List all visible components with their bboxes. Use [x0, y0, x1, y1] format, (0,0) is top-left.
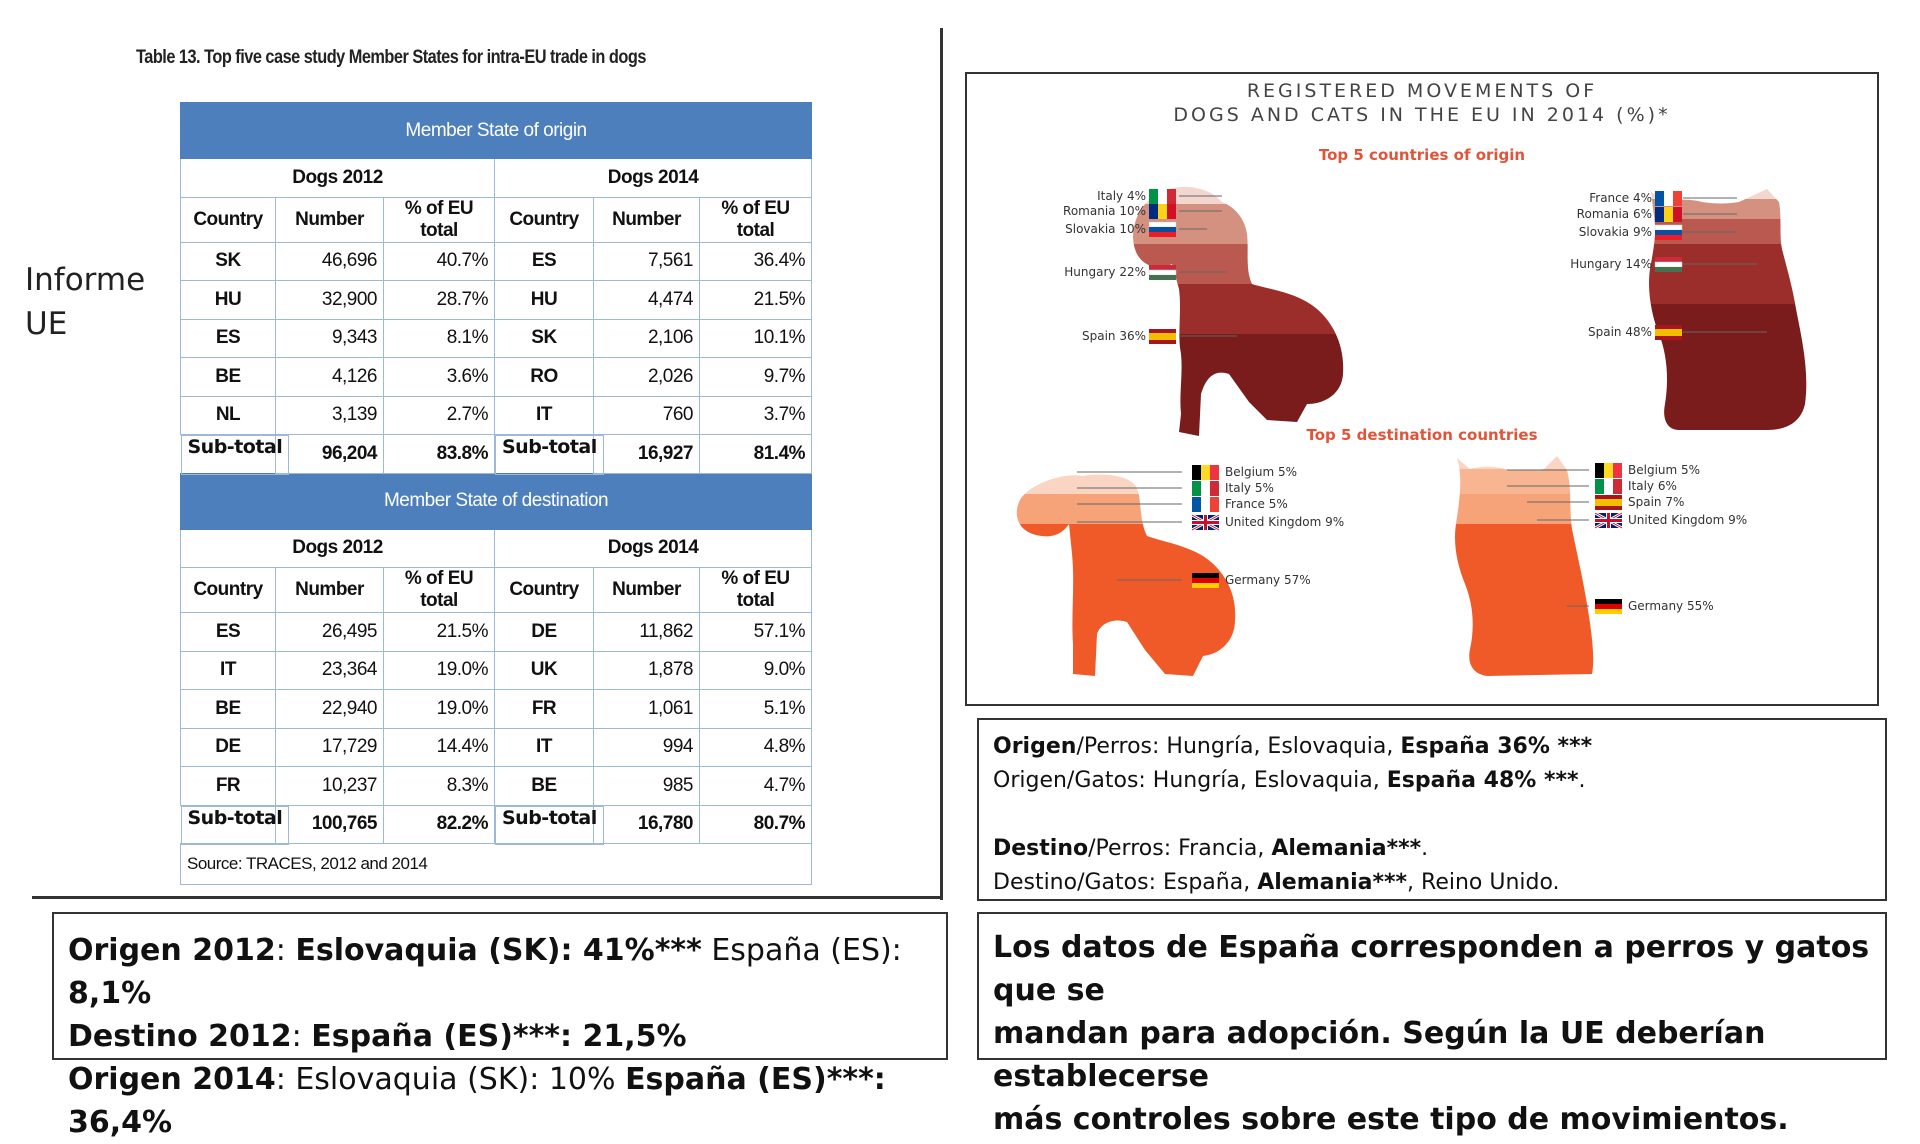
informe-ue-label — [25, 258, 145, 346]
number-cell: 11,862 — [594, 613, 700, 652]
flag-slovakia — [1655, 225, 1682, 240]
informe-line2: UE — [25, 306, 68, 342]
year-2012-header: Dogs 2012 — [181, 529, 495, 568]
flag-france — [1192, 497, 1219, 512]
cat-destination-silhouette — [1447, 449, 1607, 684]
country-cell: BE — [495, 767, 594, 806]
year-2014-header: Dogs 2014 — [495, 159, 812, 198]
origin-row — [181, 396, 812, 435]
informe-line1: Informe — [25, 262, 146, 298]
number-cell: 26,495 — [276, 613, 384, 652]
dog-origin-label: Romania 10% — [1063, 204, 1146, 218]
trade-table — [180, 102, 811, 872]
subtotal-cell: 16,927 — [594, 435, 700, 474]
subtotal-cell: Sub-total — [181, 806, 290, 846]
summary-text: Origen — [993, 734, 1077, 759]
subtotal-cell: 82.2% — [384, 805, 495, 844]
bl-text: Eslovaquia (SK): 41%*** — [295, 933, 702, 968]
bottom-left-box — [52, 912, 948, 1140]
bottom-right-box — [977, 912, 1887, 1137]
number-cell: 22,940 — [276, 690, 384, 729]
pct-cell: 10.1% — [700, 319, 812, 358]
summary-text: Alemania*** — [1271, 836, 1422, 861]
pct-cell: 8.3% — [384, 767, 495, 806]
dog-origin-label: Spain 36% — [1081, 329, 1146, 343]
bl-text: : — [291, 1019, 312, 1054]
cat-destination-label: Spain 7% — [1628, 495, 1685, 509]
number-cell: 994 — [594, 728, 700, 767]
pct-cell: 19.0% — [384, 690, 495, 729]
pct-cell: 9.7% — [700, 358, 812, 397]
dog-origin-label: Italy 4% — [1097, 189, 1146, 203]
summary-text: Destino/Gatos: España, — [993, 870, 1258, 895]
country-cell: DE — [495, 613, 594, 652]
country-cell: FR — [181, 767, 276, 806]
flag-belgium — [1595, 463, 1622, 478]
summary-text: /Perros: Hungría, Eslovaquia, — [1076, 734, 1401, 759]
summary-line-2 — [993, 764, 1871, 798]
cat-origin-label: Hungary 14% — [1570, 257, 1652, 271]
year-2014-header: Dogs 2014 — [495, 529, 812, 568]
origin-subtitle: Top 5 countries of origin — [1318, 146, 1526, 164]
destination-row — [181, 767, 812, 806]
number-cell: 17,729 — [276, 728, 384, 767]
country-cell: HU — [495, 281, 594, 320]
summary-line-1 — [993, 730, 1871, 764]
origin-subtotal-row — [181, 435, 812, 474]
year-2012-header: Dogs 2012 — [181, 159, 495, 198]
bl-text: Origen 2014 — [68, 1062, 276, 1097]
flag-slovakia — [1149, 222, 1176, 237]
flag-romania — [1655, 207, 1682, 222]
col-number: Number — [594, 197, 700, 242]
flag-germany — [1192, 573, 1219, 588]
number-cell: 4,126 — [276, 358, 384, 397]
summary-line-3 — [993, 832, 1871, 866]
dog-destination-label: United Kingdom 9% — [1225, 515, 1345, 529]
pct-cell: 36.4% — [700, 242, 812, 281]
flag-italy — [1192, 481, 1219, 496]
flag-spain — [1595, 495, 1622, 510]
bl-text: : Eslovaquia (SK): 10% — [275, 1062, 626, 1097]
destination-subtitle: Top 5 destination countries — [1306, 426, 1538, 444]
dog-destination-label: Germany 57% — [1225, 573, 1311, 587]
cat-destination-label: Italy 6% — [1628, 479, 1677, 493]
subtotal-cell: 83.8% — [384, 435, 495, 474]
br-line-2: mandan para adopción. Según la UE deberían establecerse — [993, 1016, 1766, 1094]
destination-row — [181, 690, 812, 729]
flag-hungary — [1655, 257, 1682, 272]
col-number: Number — [276, 197, 384, 242]
pct-cell: 40.7% — [384, 242, 495, 281]
pct-cell: 8.1% — [384, 319, 495, 358]
dog-destination-label: Italy 5% — [1225, 481, 1274, 495]
country-cell: IT — [181, 651, 276, 690]
bl-line-2 — [68, 1015, 932, 1058]
flag-spain — [1655, 325, 1682, 340]
dog-origin-label: Slovakia 10% — [1065, 222, 1146, 236]
cat-origin-label: Romania 6% — [1576, 207, 1652, 221]
country-cell: DE — [181, 728, 276, 767]
summary-text: Origen/Gatos: Hungría, Eslovaquia, — [993, 768, 1387, 793]
vertical-divider — [940, 28, 943, 900]
country-cell: BE — [181, 690, 276, 729]
subtotal-cell: Sub-total — [495, 806, 604, 846]
number-cell: 9,343 — [276, 319, 384, 358]
flag-united-kingdom — [1595, 513, 1622, 528]
col-pct: % of EU total — [700, 197, 812, 242]
table-source: Source: TRACES, 2012 and 2014 — [181, 844, 812, 885]
cat-destination-label: Germany 55% — [1628, 599, 1714, 613]
summary-text: España 48% *** — [1386, 768, 1579, 793]
number-cell: 46,696 — [276, 242, 384, 281]
flag-italy — [1595, 479, 1622, 494]
destination-header: Member State of destination — [181, 473, 812, 529]
horizontal-divider — [32, 896, 940, 899]
destination-row — [181, 728, 812, 767]
pct-cell: 3.6% — [384, 358, 495, 397]
country-cell: ES — [495, 242, 594, 281]
flag-hungary — [1149, 265, 1176, 280]
col-pct: % of EU total — [384, 197, 495, 242]
bl-text: Destino 2012 — [68, 1019, 292, 1054]
summary-box — [977, 718, 1887, 901]
country-cell: IT — [495, 728, 594, 767]
country-cell: UK — [495, 651, 594, 690]
col-country: Country — [181, 197, 276, 242]
number-cell: 4,474 — [594, 281, 700, 320]
infographic-title-line2: DOGS AND CATS IN THE EU IN 2014 (%)* — [1173, 104, 1671, 126]
country-cell: BE — [181, 358, 276, 397]
infographic — [965, 72, 1879, 706]
col-country: Country — [495, 568, 594, 613]
pct-cell: 3.7% — [700, 396, 812, 435]
pct-cell: 5.1% — [700, 690, 812, 729]
pct-cell: 2.7% — [384, 396, 495, 435]
origin-row — [181, 242, 812, 281]
summary-line-4 — [993, 866, 1871, 900]
pet-silhouettes — [967, 74, 1877, 704]
dog-origin-label: Hungary 22% — [1064, 265, 1146, 279]
summary-text: . — [1578, 768, 1586, 793]
summary-text: /Perros: Francia, — [1088, 836, 1272, 861]
subtotal-cell: Sub-total — [181, 435, 290, 475]
number-cell: 7,561 — [594, 242, 700, 281]
number-cell: 3,139 — [276, 396, 384, 435]
br-line-1: Los datos de España corresponden a perros y gatos que se — [993, 930, 1870, 1008]
number-cell: 760 — [594, 396, 700, 435]
flag-belgium — [1192, 465, 1219, 480]
destination-row — [181, 613, 812, 652]
flag-romania — [1149, 204, 1176, 219]
subtotal-cell: 80.7% — [700, 805, 812, 844]
pct-cell: 57.1% — [700, 613, 812, 652]
pct-cell: 4.7% — [700, 767, 812, 806]
pct-cell: 14.4% — [384, 728, 495, 767]
pct-cell: 21.5% — [700, 281, 812, 320]
number-cell: 10,237 — [276, 767, 384, 806]
infographic-title-line1: REGISTERED MOVEMENTS OF — [1246, 80, 1598, 102]
dog-destination-label: France 5% — [1225, 497, 1288, 511]
flag-italy — [1149, 189, 1176, 204]
country-cell: HU — [181, 281, 276, 320]
bl-text: 8,1% — [68, 976, 152, 1011]
subtotal-cell: 100,765 — [276, 805, 384, 844]
col-country: Country — [181, 568, 276, 613]
col-pct: % of EU total — [384, 568, 495, 613]
bl-text: España (ES): — [701, 933, 902, 968]
flag-france — [1655, 191, 1682, 206]
bl-text: España (ES)***: 21,5% — [311, 1019, 687, 1054]
flag-united-kingdom — [1192, 515, 1219, 530]
cat-origin-label: France 4% — [1589, 191, 1652, 205]
flag-spain — [1149, 329, 1176, 344]
col-pct: % of EU total — [700, 568, 812, 613]
number-cell: 23,364 — [276, 651, 384, 690]
number-cell: 2,026 — [594, 358, 700, 397]
country-cell: FR — [495, 690, 594, 729]
country-cell: NL — [181, 396, 276, 435]
summary-text: Alemania*** — [1257, 870, 1408, 895]
destination-subtotal-row — [181, 805, 812, 844]
country-cell: ES — [181, 613, 276, 652]
pct-cell: 9.0% — [700, 651, 812, 690]
cat-origin-label: Spain 48% — [1587, 325, 1652, 339]
number-cell: 985 — [594, 767, 700, 806]
pct-cell: 4.8% — [700, 728, 812, 767]
subtotal-cell: 16,780 — [594, 805, 700, 844]
country-cell: RO — [495, 358, 594, 397]
bl-text: Origen 2012 — [68, 933, 276, 968]
origin-header: Member State of origin — [181, 103, 812, 159]
number-cell: 2,106 — [594, 319, 700, 358]
destination-row — [181, 651, 812, 690]
origin-row — [181, 319, 812, 358]
col-number: Number — [276, 568, 384, 613]
bl-text: España (ES)***: 36,4% — [68, 1062, 886, 1140]
summary-text: , Reino Unido. — [1407, 870, 1560, 895]
col-number: Number — [594, 568, 700, 613]
number-cell: 32,900 — [276, 281, 384, 320]
bl-text: : — [275, 933, 296, 968]
number-cell: 1,061 — [594, 690, 700, 729]
flag-germany — [1595, 599, 1622, 614]
bl-line-3 — [68, 1058, 932, 1144]
col-country: Country — [495, 197, 594, 242]
pct-cell: 19.0% — [384, 651, 495, 690]
summary-text: España 36% *** — [1400, 734, 1593, 759]
summary-text: . — [1421, 836, 1429, 861]
cat-origin-label: Slovakia 9% — [1578, 225, 1652, 239]
subtotal-cell: 96,204 — [276, 435, 384, 474]
country-cell: ES — [181, 319, 276, 358]
cat-destination-label: Belgium 5% — [1628, 463, 1701, 477]
origin-row — [181, 281, 812, 320]
bl-line-1 — [68, 929, 932, 1015]
summary-text: Destino — [993, 836, 1089, 861]
dog-destination-label: Belgium 5% — [1225, 465, 1298, 479]
number-cell: 1,878 — [594, 651, 700, 690]
subtotal-cell: 81.4% — [700, 435, 812, 474]
br-line-3: más controles sobre este tipo de movimientos. — [993, 1102, 1789, 1137]
pct-cell: 21.5% — [384, 613, 495, 652]
country-cell: SK — [181, 242, 276, 281]
table-title: Table 13. Top five case study Member States for intra-EU trade in dogs — [136, 47, 646, 68]
cat-destination-label: United Kingdom 9% — [1628, 513, 1748, 527]
country-cell: SK — [495, 319, 594, 358]
origin-row — [181, 358, 812, 397]
pct-cell: 28.7% — [384, 281, 495, 320]
country-cell: IT — [495, 396, 594, 435]
subtotal-cell: Sub-total — [495, 435, 604, 475]
